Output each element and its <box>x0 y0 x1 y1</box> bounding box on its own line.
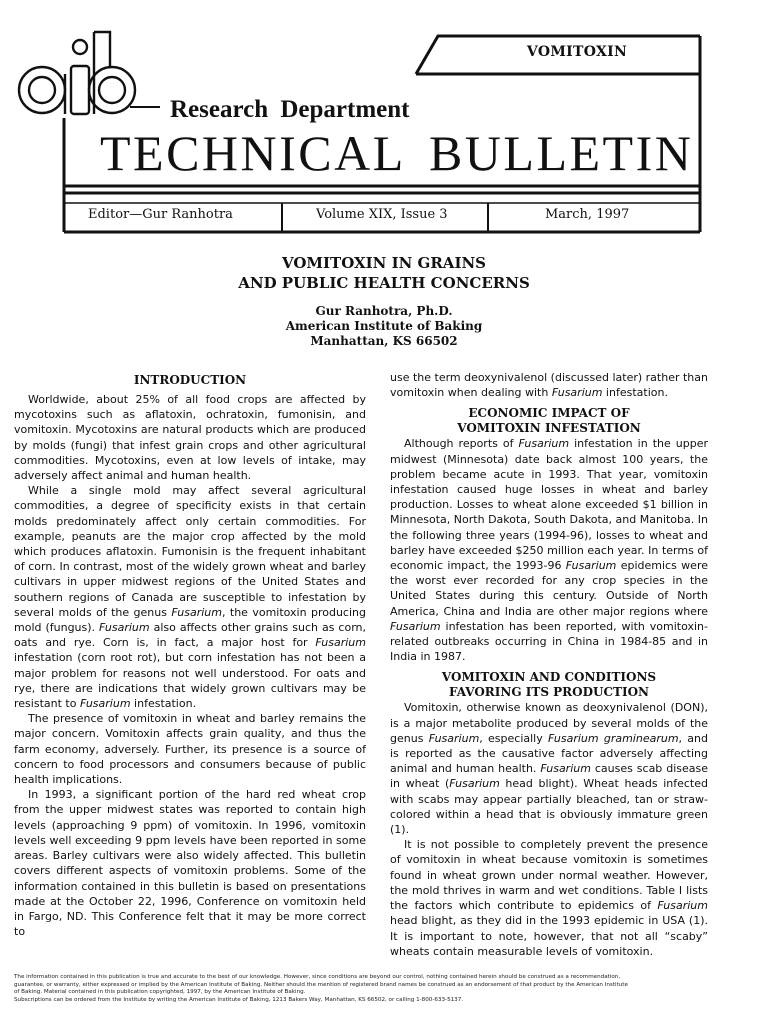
bulletin-topic: VOMITOXIN <box>526 44 628 60</box>
volume-issue: Volume XIX, Issue 3 <box>316 207 448 222</box>
left-column <box>14 373 366 939</box>
footer-disclaimer <box>14 974 730 1004</box>
economic-impact-heading: ECONOMIC IMPACT OF VOMITOXIN INFESTATION <box>457 406 641 436</box>
footer-line: guarantee, or warranty, either expressed or implied by the American Institute of Baking. Neither should the mention of registered brand names be construed as an endorsement of that product by the American Institute <box>14 981 628 988</box>
footer-line: The information contained in this publication is true and accurate to the best of our knowledge. However, since conditions are beyond our control, nothing contained herein should be construed as a recommendation, <box>14 974 621 980</box>
bulletin-title: TECHNICAL BULLETIN <box>100 125 694 181</box>
conditions-heading: VOMITOXIN AND CONDITIONS FAVORING ITS PRODUCTION <box>441 670 657 700</box>
conditions-paragraph-1: Vomitoxin, otherwise known as deoxynivalenol (DON), is a major metabolite produced by several molds of the genus Fusarium, especially Fusarium graminearum, and is reported as the causative factor adversely affecting animal and human health. Fusarium causes scab disease in wheat (Fusarium head blight). Wheat heads infected with scabs may appear partially bleached, tan or straw-colored within a head that is obviously immature green (1). <box>390 701 708 837</box>
author-location: Manhattan, KS 66502 <box>310 334 458 348</box>
author-affiliation: American Institute of Baking <box>285 319 483 333</box>
issue-date: March, 1997 <box>545 207 630 222</box>
intro-paragraph-2: While a single mold may affect several agricultural commodities, a degree of specificity exists in that certain molds predominately affect only certain commodities. For example, peanuts are the major crop affected by the mold which produces aflatoxin. Fumonisin is the frequent inhabitant of corn. In contrast, most of the widely grown wheat and barley cultivars in upper midwest regions of the United States and southern regions of Canada are susceptible to infestation by several molds of the genus Fusarium, the vomitoxin producing mold (fungus). Fusarium also affects other grains such as corn, oats and rye. Corn is, in fact, a major host for Fusarium infestation (corn root rot), but corn infestation has not been a major problem for reasons not well understood. For oats and rye, there are indications that widely grown cultivars may be resistant to Fusarium infestation. <box>14 484 366 711</box>
department-name: Research Department <box>170 96 410 123</box>
intro-paragraph-3: The presence of vomitoxin in wheat and barley remains the major concern. Vomitoxin affects grain quality, and thus the farm economy, adversely. Further, its presence is a source of concern to food processors and consumers because of public health implications. <box>14 712 366 787</box>
continued-paragraph: use the term deoxynivalenol (discussed later) rather than vomitoxin when dealing with Fusarium infestation. <box>390 371 708 400</box>
conditions-paragraph-2: It is not possible to completely prevent the presence of vomitoxin in wheat because vomitoxin is sometimes found in wheat grown under normal weather. However, the mold thrives in warm and wet conditions. Table I lists the factors which contribute to epidemics of Fusarium head blight, as they did in the 1993 epidemic in USA (1). It is important to note, however, that not all “scaby” wheats contain measurable levels of vomitoxin. <box>390 838 708 958</box>
editor-credit: Editor—Gur Ranhotra <box>88 207 233 222</box>
intro-paragraph-1: Worldwide, about 25% of all food crops are affected by mycotoxins such as aflatoxin, ochratoxin, fumonisin, and vomitoxin. Mycotoxins are natural products which are produced by molds (fungi) that infest grain crops and other agricultural commodities. Mycotoxins, even at low levels of intake, may adversely affect animal and human health. <box>14 393 366 483</box>
author-name: Gur Ranhotra, Ph.D. <box>315 304 453 318</box>
intro-paragraph-4: In 1993, a significant portion of the hard red wheat crop from the upper midwest states was reported to contain high levels (approaching 9 ppm) of vomitoxin. In 1996, vomitoxin levels well exceeding 9 ppm levels have been reported in some areas. Barley cultivars were also widely affected. This bulletin covers different aspects of vomitoxin problems. Some of the information contained in this bulletin is based on presentations made at the October 22, 1996, Conference on vomitoxin held in Fargo, ND. This Conference felt that it may be more correct to <box>14 788 366 939</box>
article-title-line2: AND PUBLIC HEALTH CONCERNS <box>238 274 530 292</box>
article-title-line1: VOMITOXIN IN GRAINS <box>281 254 487 272</box>
footer-line: Subscriptions can be ordered from the Institute by writing the American Institute of Baking, 1213 Bakers Way, Manhattan, KS 66502, or calling 1-800-633-5137. <box>14 996 464 1003</box>
introduction-heading: INTRODUCTION <box>133 373 247 387</box>
right-column <box>390 370 708 959</box>
footer-line: of Baking. Material contained in this publication copyrighted, 1997, by the American Institute of Baking. <box>14 989 306 996</box>
economic-impact-paragraph: Although reports of Fusarium infestation in the upper midwest (Minnesota) date back almost 100 years, the problem became acute in 1993. That year, vomitoxin infestation caused huge losses in wheat and barley production. Losses to wheat alone exceeded $1 billion in Minnesota, North Dakota, South Dakota, and Manitoba. In the following three years (1994-96), losses to wheat and barley have exceeded $250 million each year. In terms of economic impact, the 1993-96 Fusarium epidemics were the worst ever recorded for any crop species in the United States during this century. Outside of North America, China and India are other major regions where Fusarium infestation has been reported, with vomitoxin-related outbreaks occurring in China in 1984-85 and in India in 1987. <box>390 437 708 664</box>
aib-logo <box>14 26 142 130</box>
